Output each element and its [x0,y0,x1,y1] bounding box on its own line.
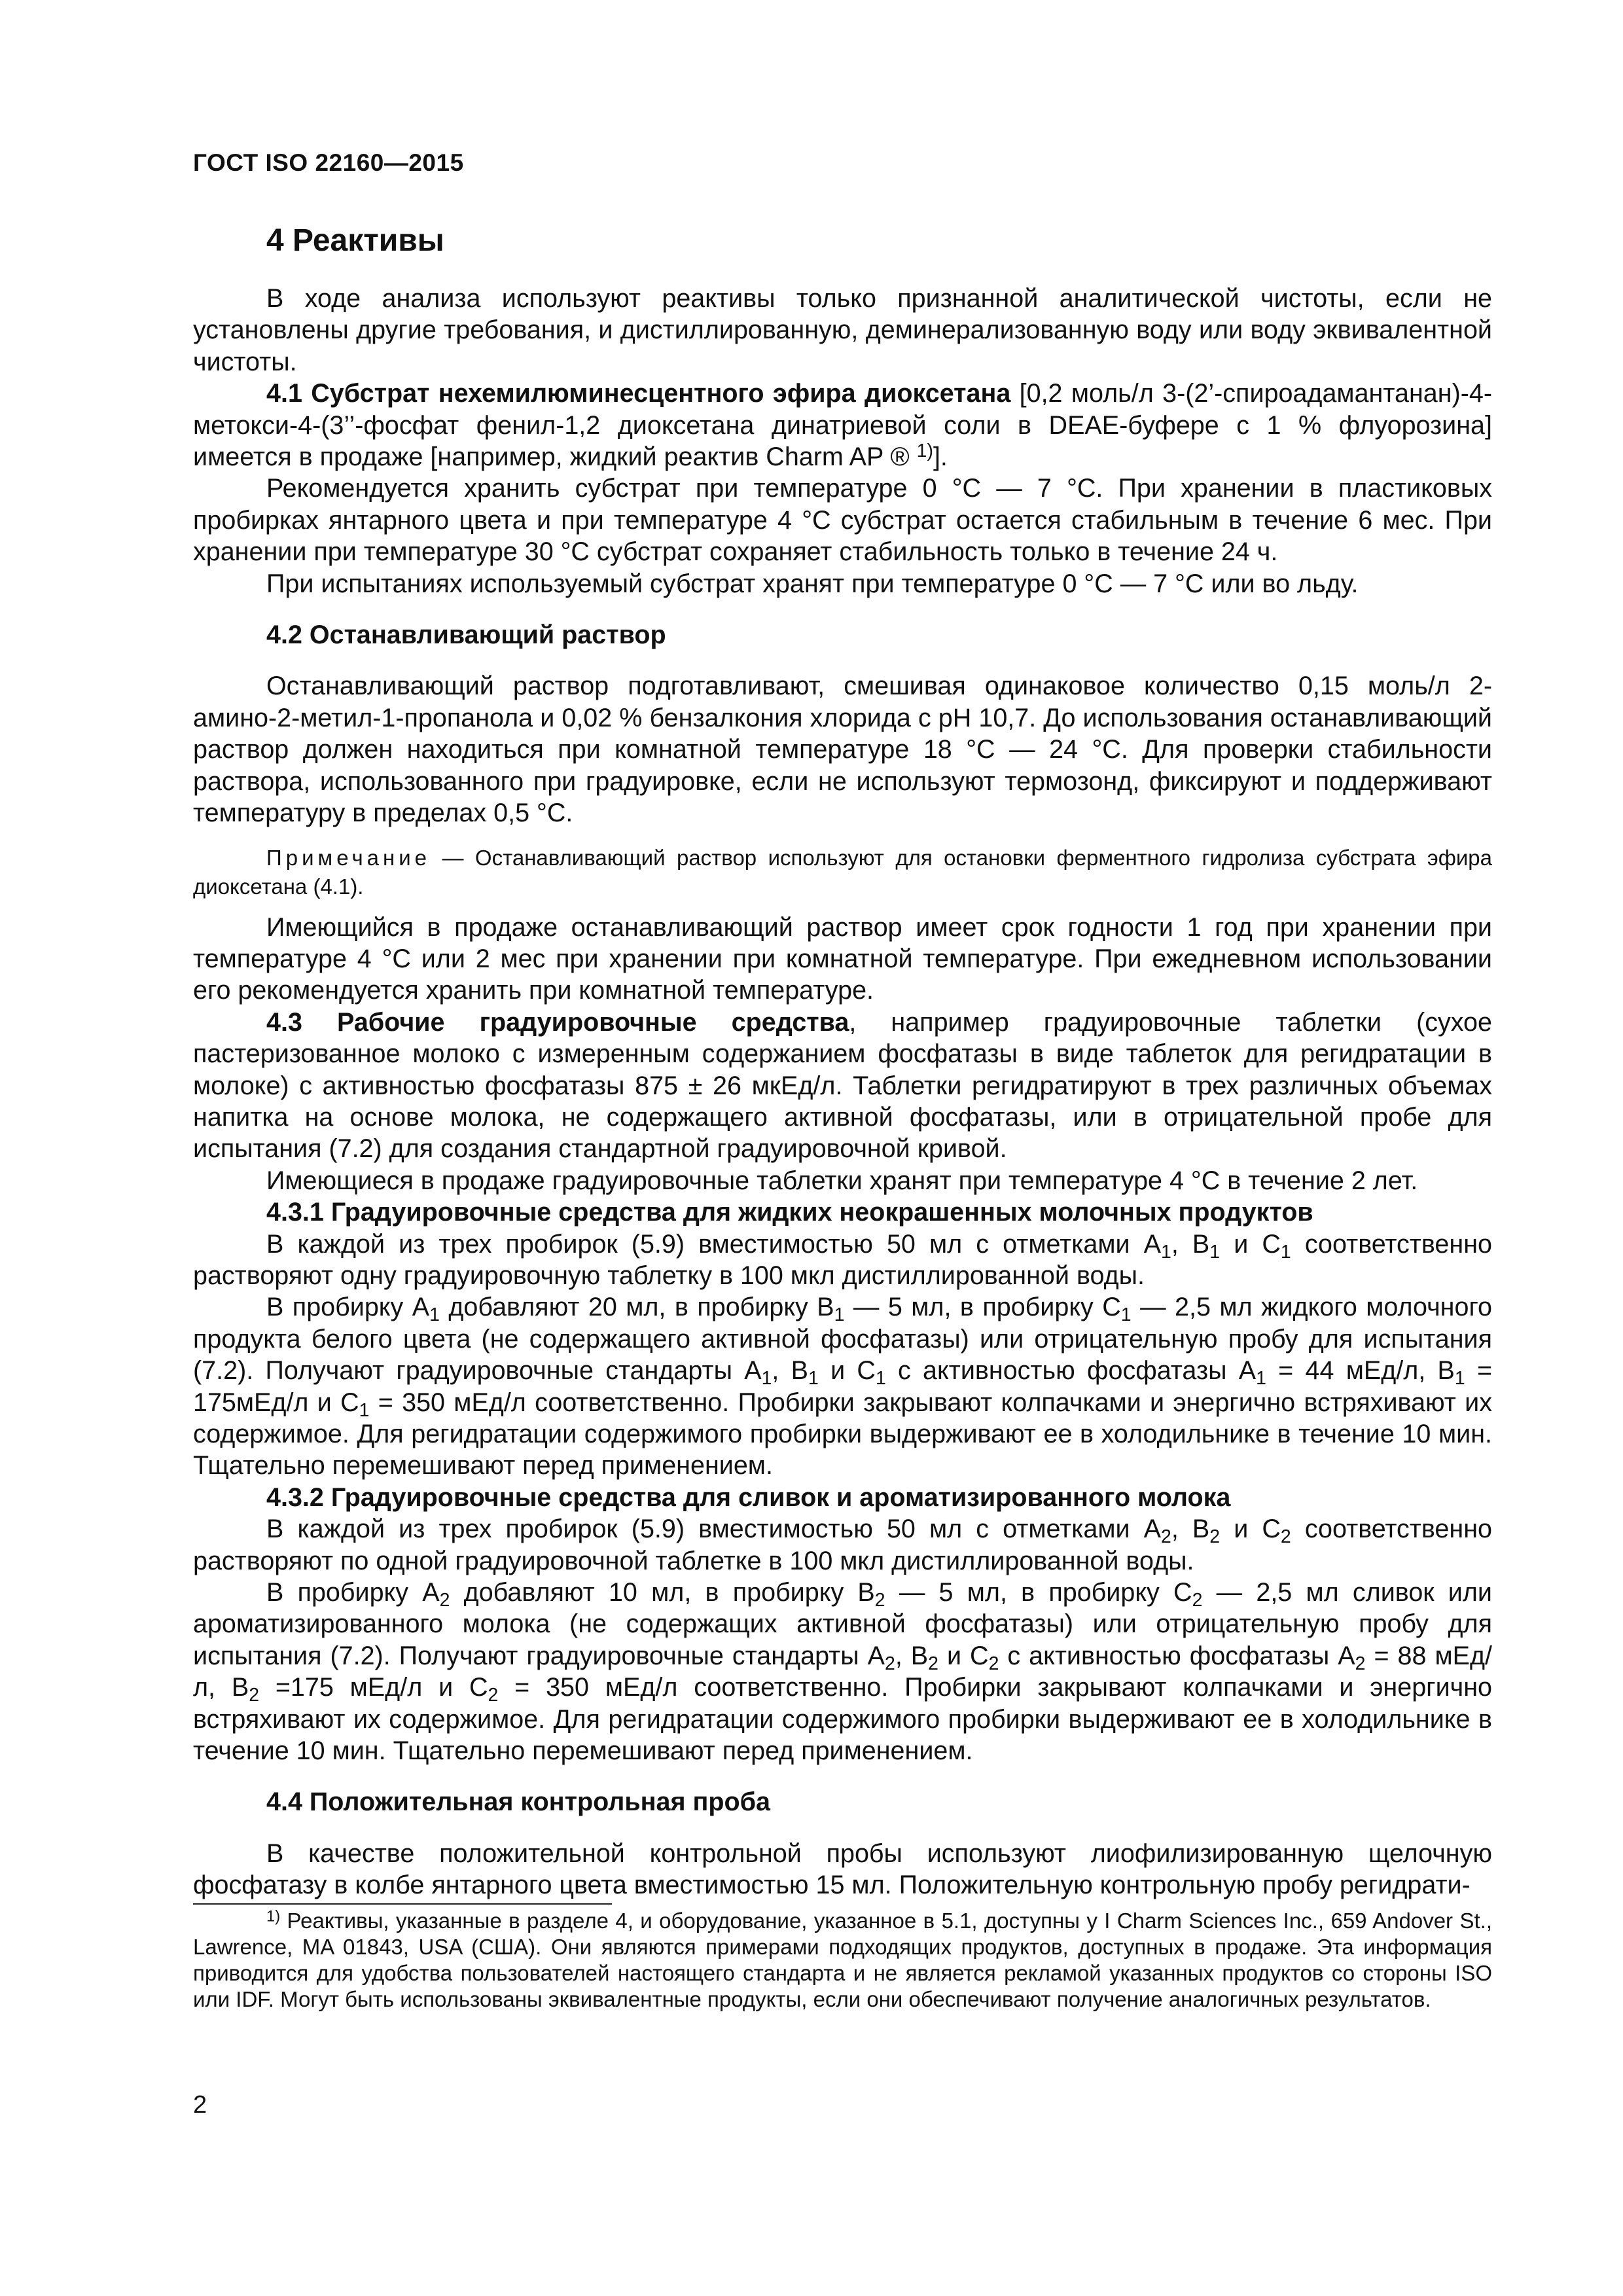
heading-4-3: 4.3 Рабочие градуировочные средства [266,1007,849,1037]
paragraph-4-3-storage: Имеющиеся в продаже градуировочные таблетки хранят при температуре 4 °С в течение 2 лет. [266,1166,1418,1195]
paragraph-4-3-1-a: В каждой из трех пробирок (5.9) вместимостью 50 мл с отметками $A_1$, $B_1$ и $C_1$ соответственно растворяют одну градуировочную таблетку в 100 мкл дистиллированной воды. [193,1229,1492,1290]
heading-4-1: 4.1 Субстрат нехемилюминесцентного эфира диоксетана [266,379,1011,408]
paragraph-4-3-1-b: В пробирку $A_1$ добавляют 20 мл, в пробирку $B_1$ — 5 мл, в пробирку $C_1$ — 2,5 мл жидкого молочного продукта белого цвета (не содержащего активной фосфатазы) или отрицательную пробу для испытания (7.2). Получают градуировочные стандарты $A_1$, $B_1$ и $C_1$ с активностью фосфатазы $A_1 = 44$ мЕд/л, $B_1 = 175мЕд/л$ и $C_1 = 350$ мЕд/л соответственно. Пробирки закрывают колпачками и энергично встряхивают их содержимое. Для регидратации содержимого пробирки выдерживают ее в холодильнике в течение 10 мин. Тщательно перемешивают перед применением. [193,1293,1493,1480]
paragraph-4-1-test: При испытаниях используемый субстрат хранят при температуре 0 °С — 7 °С или во льду. [266,569,1359,598]
paragraph-4-1: 4.1 Субстрат нехемилюминесцентного эфира диоксетана [0,2 моль/л 3-(2’-спироадамантанан)-4-метокси-4-(3’’-фосфат фенил-1,2 диоксетана динатриевой соли в DEAE-буфере с 1 % флуорозина] имеется в продаже [например, жидкий реактив Charm AP ® $^{1)}$]. [193,379,1493,472]
footnote-divider [193,1903,612,1905]
paragraph-4-1-storage: Рекомендуется хранить субстрат при температуре 0 °С — 7 °С. При хранении в пластиковых пробирках янтарного цвета и при температуре 4 °С субстрат остается стабильным в течение 6 мес. При хранении при температуре 30 °С субстрат сохраняет стабильность только в течение 24 ч. [193,474,1492,567]
heading-4-2: 4.2 Останавливающий раствор [266,620,666,650]
footnote-ref: 1) [916,440,933,462]
note-4-2: Примечание — Останавливающий раствор используют для остановки ферментного гидролиза субстрата эфира диоксетана (4.1). [193,845,1492,899]
heading-4-4: 4.4 Положительная контрольная проба [266,1787,770,1817]
footnote-mark: 1) [266,1907,281,1926]
paragraph-4-3-2-b: В пробирку $A_2$ добавляют 10 мл, в пробирку $B_2$ — 5 мл, в пробирку $C_2$ — 2,5 мл сливок или ароматизированного молока (не содержащих активной фосфатазы) или отрицательную пробу для испытания (7.2). Получают градуировочные стандарты $A_2$, $B_2$ и $C_2$ с активностью фосфатазы $A_2 = 88$ мЕд/л, $B_2 =175$ мЕд/л и $C_2 = 350$ мЕд/л соответственно. Пробирки закрывают колпачками и энергично встряхивают их содержимое. Для регидратации содержимого пробирки выдерживают ее в холодильнике в течение 10 мин. Тщательно перемешивают перед применением. [193,1578,1493,1766]
heading-4-3-1: 4.3.1 Градуировочные средства для жидких неокрашенных молочных продуктов [266,1198,1313,1227]
paragraph-4-2-shelf-life: Имеющийся в продаже останавливающий раствор имеет срок годности 1 год при хранении при температуре 4 °С или 2 мес при хранении при комнатной температуре. При ежедневном использовании его рекомендуется хранить при комнатной температуре. [193,912,1492,1005]
paragraph-4-3: 4.3 Рабочие градуировочные средства, например градуировочные таблетки (сухое пастеризованное молоко с измеренным содержанием фосфатазы в виде таблеток для регидратации в молоке) с активностью фосфатазы 875 ± 26 мкЕд/л. Таблетки регидратируют в трех различных объемах напитка на основе молока, не содержащего активной фосфатазы, или в отрицательной пробе для испытания (7.2) для создания стандартной градуировочной кривой. [193,1007,1492,1164]
note-label: Примечание [266,845,431,870]
section-4-intro: В ходе анализа используют реактивы только признанной аналитической чистоты, если не установлены другие требования, и дистиллированную, деминерализованную воду или воду эквивалентной чистоты. [193,284,1492,376]
paragraph-4-2: Останавливающий раствор подготавливают, смешивая одинаковое количество 0,15 моль/л 2-амино-2-метил-1-пропанола и 0,02 % бензалкония хлорида с pH 10,7. До использования останавливающий раствор должен находиться при комнатной температуре 18 °С — 24 °С. Для проверки стабильности раствора, использованного при градуировке, если не используют термозонд, фиксируют и поддерживают температуру в пределах 0,5 °С. [193,672,1492,828]
page-number: 2 [193,2091,207,2119]
paragraph-4-3-2-a: В каждой из трех пробирок (5.9) вместимостью 50 мл с отметками $A_2$, $B_2$ и $C_2$ соответственно растворяют по одной градуировочной таблетке в 100 мкл дистиллированной воды. [193,1515,1492,1575]
paragraph-4-4: В качестве положительной контрольной пробы используют лиофилизированную щелочную фосфатазу в колбе янтарного цвета вместимостью 15 мл. Положительную контрольную пробу регидрати- [193,1839,1492,1900]
document-header: ГОСТ ISO 22160—2015 [193,149,464,176]
heading-4-3-2: 4.3.2 Градуировочные средства для сливок и ароматизированного молока [266,1482,1231,1512]
main-content [193,223,1492,1901]
section-4-heading: 4 Реактивы [266,223,444,258]
footnote: $^{1)}$ Реактивы, указанные в разделе 4, и оборудование, указанное в 5.1, доступны у I Charm Sciences Inc., 659 Andover St., Lawrence, MA 01843, USA (США). Они являются примерами подходящих продуктов, доступных в продаже. Эта информация приводится для удобства пользователей настоящего стандарта и не является рекламой указанных продуктов со стороны ISO или IDF. Могут быть использованы эквивалентные продукты, если они обеспечивают получение аналогичных результатов. [193,1907,1492,2011]
